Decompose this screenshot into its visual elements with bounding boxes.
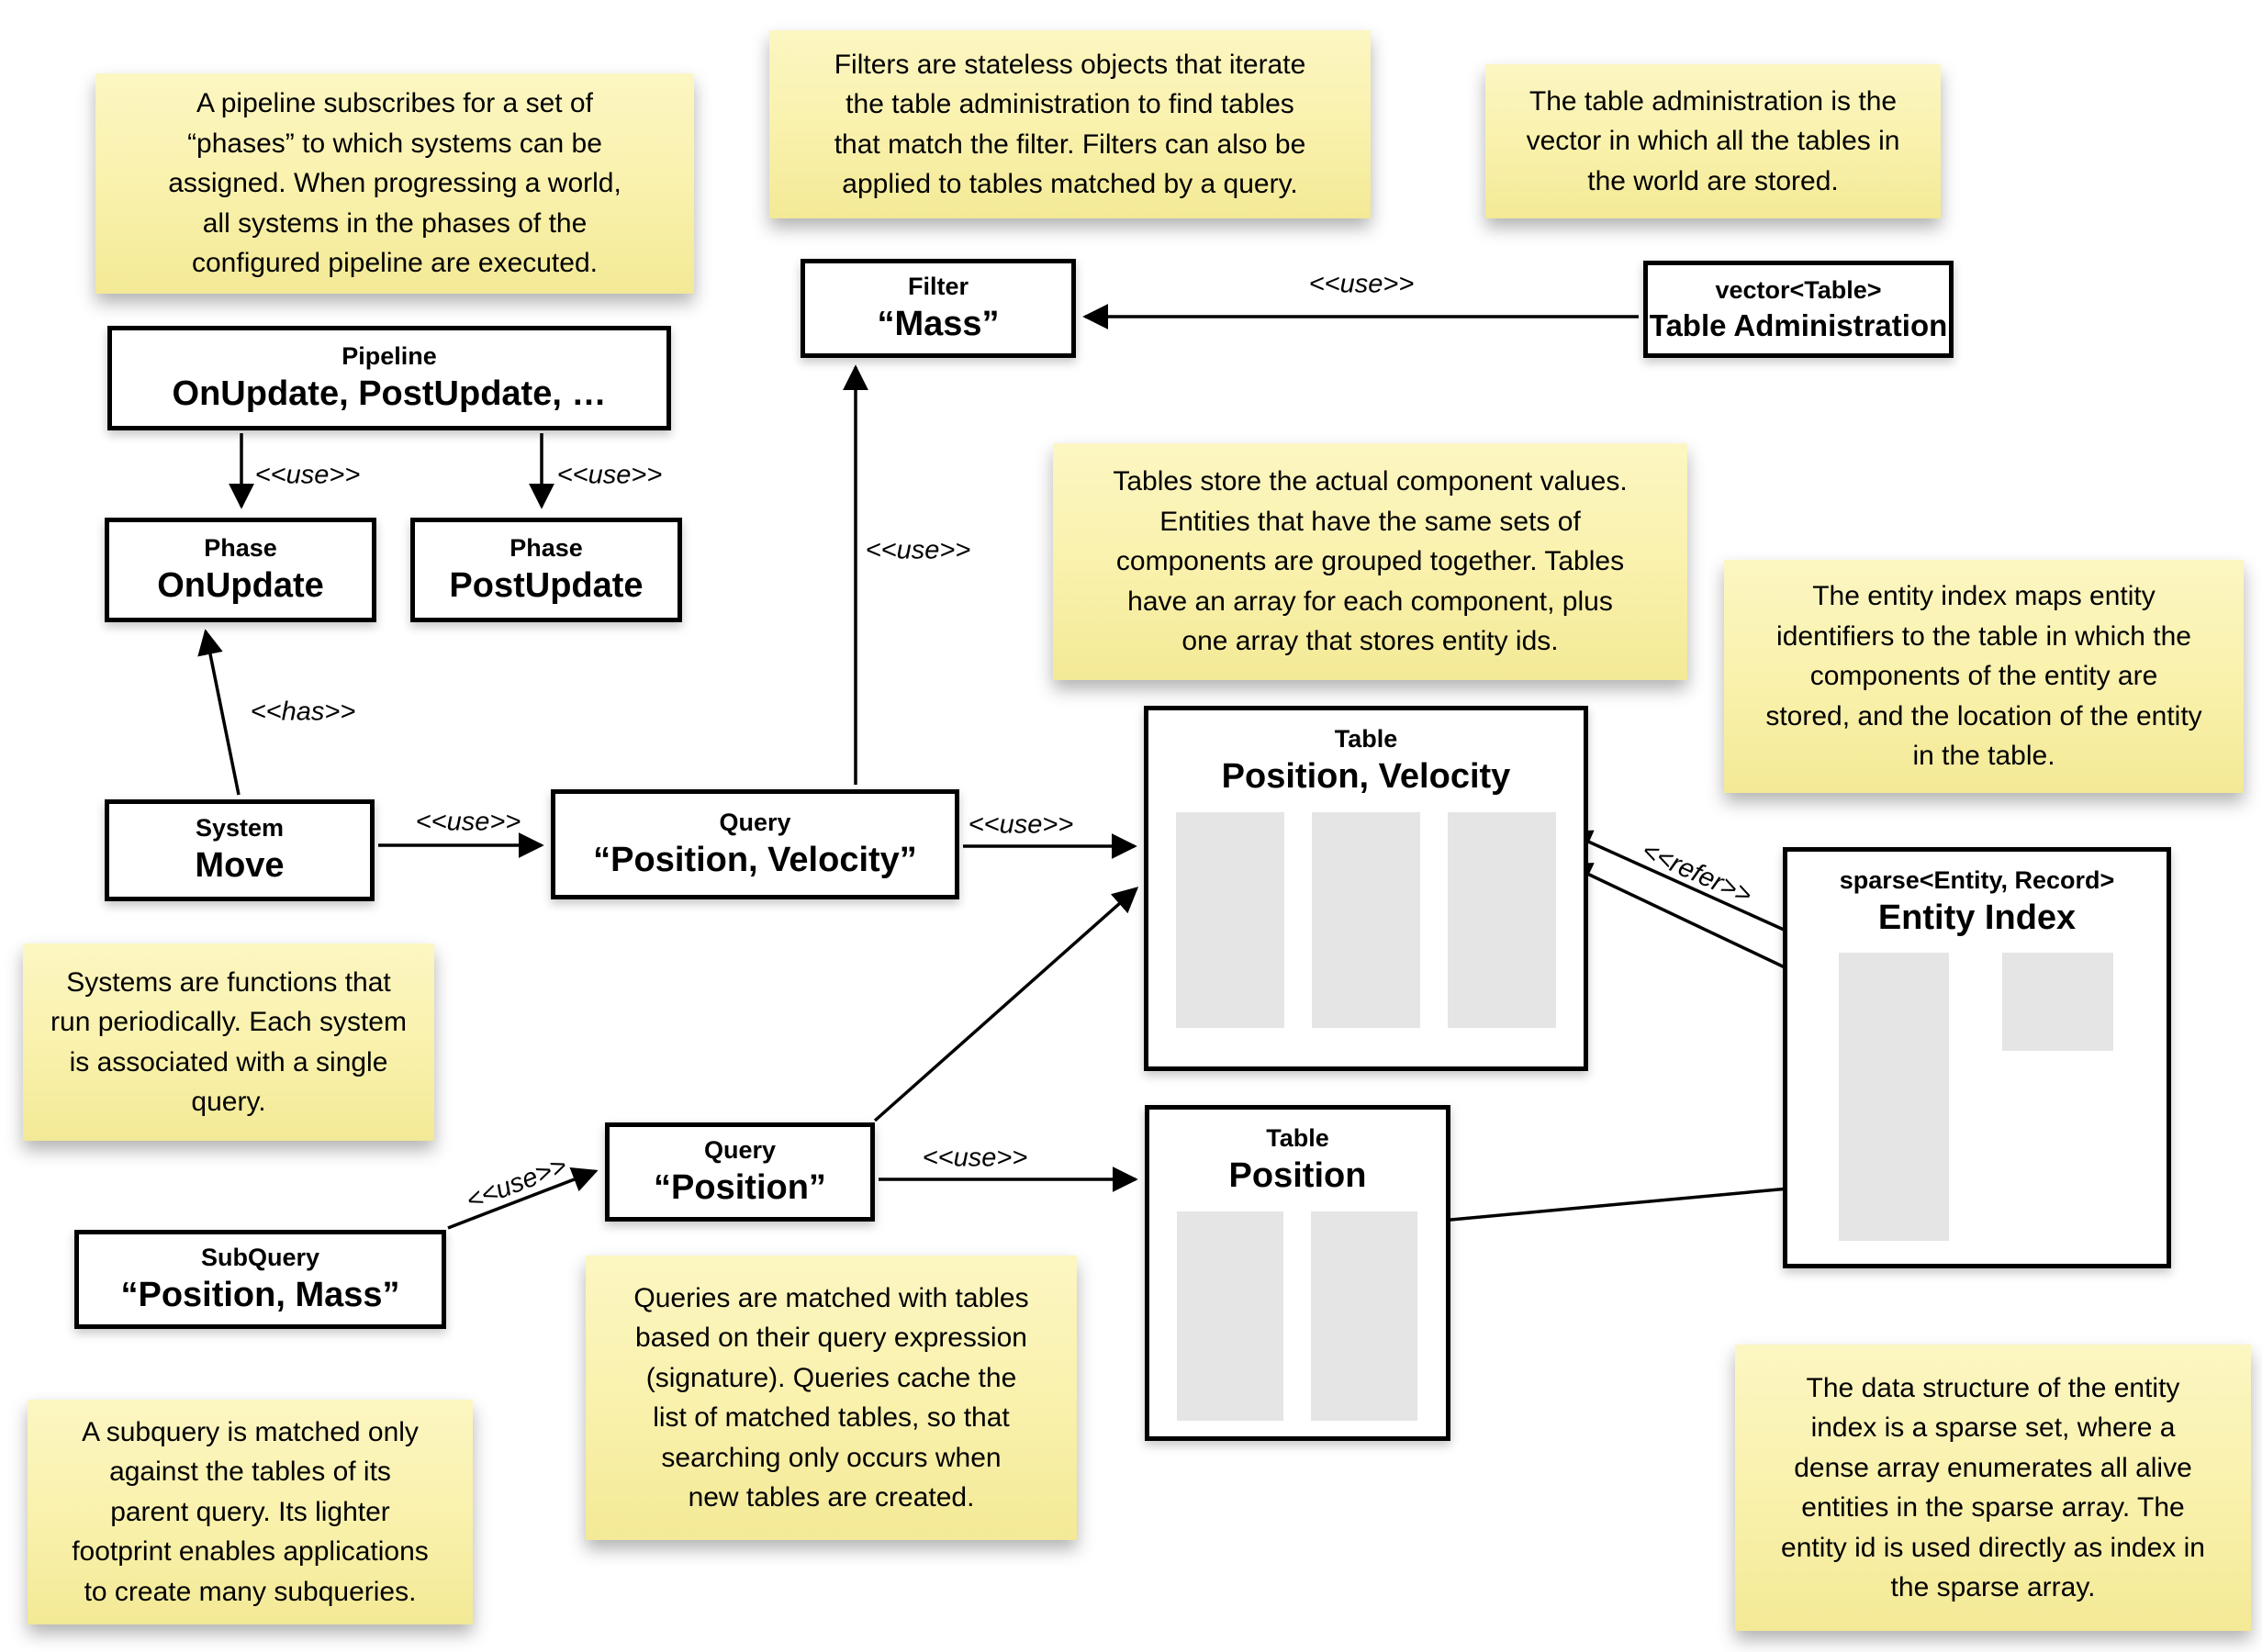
box-query-pv-title: Query [719,808,791,836]
note-systems: Systems are functions that run periodically. Each system is associated with a single query. [23,943,434,1141]
box-subquery-position-mass [74,1230,446,1329]
box-query-p-title: Query [703,1135,777,1164]
label-use-pipeline-postupdate: <<use>> [556,460,663,490]
box-table-position [1145,1105,1450,1441]
arrow-entity-index-to-table-p [1421,1184,1839,1222]
note-subquery: A subquery is matched only against the tables of its parent query. Its lighter footprint enables applications to create many subqueries. [28,1400,473,1624]
note-entity-index: The entity index maps entity identifiers to the table in which the components of the entity are stored, and the location of the entity in the table. [1724,560,2244,793]
label-use-pipeline-onupdate: <<use>> [254,460,361,490]
component-array-column [1311,1211,1417,1421]
component-array-column [1177,1211,1283,1421]
box-table-position-velocity [1144,706,1588,1071]
box-entity-index-value: Entity Index [1877,899,2077,938]
box-query-p-value: “Position” [654,1167,826,1207]
component-array-column [1312,812,1420,1028]
box-system-move-value: Move [195,846,285,886]
box-filter-mass-title: Filter [907,272,969,300]
label-use-query-table-p: <<use>> [922,1143,1028,1173]
box-phase-onupdate-title: Phase [204,533,277,562]
sparse-array-column [1839,953,1949,1241]
note-table-administration: The table administration is the vector in which all the tables in the world are stored. [1485,64,1941,218]
note-queries: Queries are matched with tables based on their query expression (signature). Queries cache the list of matched tables, so that searching only occurs when new tables are created. [586,1256,1077,1540]
box-phase-onupdate-value: OnUpdate [157,565,324,605]
box-system-move-title: System [195,814,285,843]
box-table-admin-value: Table Administration [1649,307,1948,342]
label-use-subquery-query: <<use>> [462,1151,572,1216]
label-use-query-table-pv: <<use>> [968,809,1074,840]
arrow-query-p-to-table-pv [875,888,1137,1121]
box-table-administration [1643,261,1954,358]
label-use-admin-filter: <<use>> [1308,269,1415,299]
box-query-position-velocity [551,789,959,899]
box-filter-mass [801,259,1076,358]
box-phase-postupdate-value: PostUpdate [449,565,644,605]
box-entity-index [1783,847,2171,1268]
box-table-admin-title: vector<Table> [1715,275,1882,304]
box-phase-postupdate-title: Phase [510,533,583,562]
label-refer-entity-index-table: <<refer>> [1637,836,1756,911]
box-pipeline-title: Pipeline [342,341,437,370]
box-pipeline-value: OnUpdate, PostUpdate, … [172,374,607,413]
box-table-p-title: Table [1266,1124,1329,1152]
component-array-column [1176,812,1284,1028]
box-filter-mass-value: “Mass” [877,304,1000,343]
box-subquery-value: “Position, Mass” [120,1275,400,1314]
box-subquery-title: SubQuery [200,1243,320,1271]
label-use-system-query: <<use>> [415,807,521,837]
label-use-query-filter: <<use>> [865,535,971,565]
note-tables: Tables store the actual component values. Entities that have the same sets of components are grouped together. Tables have an array for each component, plus one array that stores entity ids. [1053,443,1687,680]
box-phase-onupdate [105,518,376,622]
arrow-system-has-phase [206,631,239,795]
dense-array-block [2002,953,2113,1051]
note-sparse-set: The data structure of the entity index is a sparse set, where a dense array enumerates all alive entities in the sparse array. The entity id is used directly as index in the sparse array. [1735,1345,2251,1631]
box-phase-postupdate [410,518,682,622]
note-pipeline: A pipeline subscribes for a set of “phases” to which systems can be assigned. When progressing a world, all systems in the phases of the configured pipeline are executed. [95,73,694,294]
box-query-position [605,1122,875,1222]
note-filters: Filters are stateless objects that iterate the table administration to find tables that match the filter. Filters can also be applied to tables matched by a query. [769,30,1371,218]
box-query-pv-value: “Position, Velocity” [593,840,917,879]
box-table-pv-title: Table [1334,725,1398,753]
label-has-system-phase: <<has>> [250,697,356,727]
box-system-move [105,799,375,901]
box-pipeline [107,326,671,430]
box-table-pv-value: Position, Velocity [1221,757,1511,797]
box-entity-index-title: sparse<Entity, Record> [1839,866,2115,894]
component-array-column [1448,812,1556,1028]
box-table-p-value: Position [1228,1156,1367,1196]
